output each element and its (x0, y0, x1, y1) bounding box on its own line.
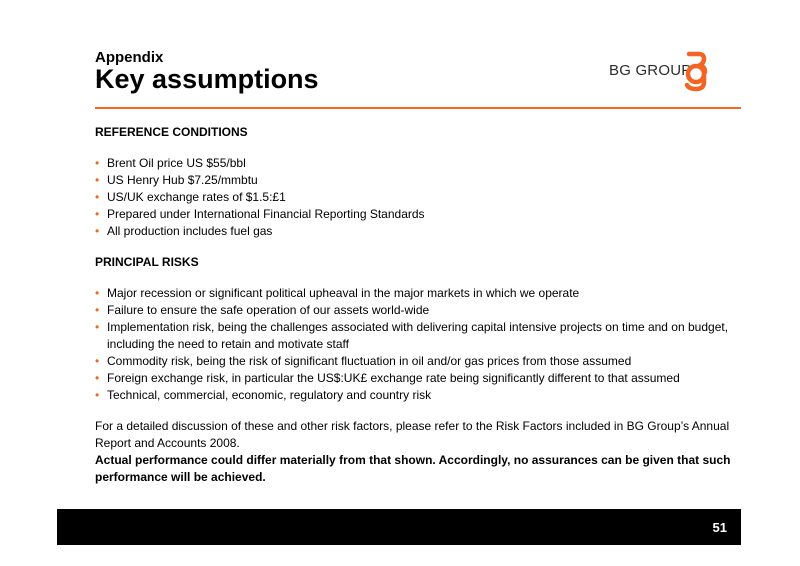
list-item-text: Technical, commercial, economic, regulatory and country risk (107, 388, 432, 402)
footer-bar (57, 509, 741, 545)
slide-title: Key assumptions (95, 64, 319, 94)
list-item (95, 223, 735, 240)
list-item (95, 155, 735, 172)
bullet-icon: • (95, 371, 100, 385)
risks-list (95, 285, 735, 404)
list-item-text: Foreign exchange risk, in particular the US$:UK£ exchange rate being significantly different to that assumed (107, 371, 680, 385)
list-item-text: Commodity risk, being the risk of significant fluctuation in oil and/or gas prices from those assumed (107, 354, 632, 368)
list-item (95, 387, 735, 404)
reference-list (95, 155, 735, 240)
list-item-text: All production includes fuel gas (107, 224, 273, 238)
list-item-text: Major recession or significant political upheaval in the major markets in which we operate (107, 286, 580, 300)
list-item (95, 285, 735, 302)
bullet-icon: • (95, 207, 100, 221)
header-divider (95, 107, 741, 109)
list-item (95, 172, 735, 189)
list-item-text: Implementation risk, being the challenges associated with delivering capital intensive projects on time and on budget, including the need to retain and motivate staff (107, 320, 729, 351)
bg-logo-mark-icon (681, 50, 711, 92)
performance-disclaimer: Actual performance could differ materially from that shown. Accordingly, no assurances can be given that such performance will be achieved. (95, 453, 731, 484)
list-item (95, 189, 735, 206)
bg-group-logo (609, 50, 719, 92)
list-item-text: Brent Oil price US $55/bbl (107, 156, 246, 170)
list-item (95, 206, 735, 223)
bullet-icon: • (95, 173, 100, 187)
bullet-icon: • (95, 303, 100, 317)
bullet-icon: • (95, 388, 100, 402)
list-item-text: Failure to ensure the safe operation of our assets world-wide (107, 303, 430, 317)
list-item (95, 302, 735, 319)
list-item-text: US Henry Hub $7.25/mmbtu (107, 173, 258, 187)
bullet-icon: • (95, 156, 100, 170)
list-item (95, 370, 735, 387)
list-item (95, 319, 735, 353)
reference-heading: REFERENCE CONDITIONS (95, 125, 248, 139)
logo-text: BG GROUP (609, 62, 692, 79)
list-item-text: Prepared under International Financial Reporting Standards (107, 207, 425, 221)
list-item-text: US/UK exchange rates of $1.5:£1 (107, 190, 286, 204)
page-number: 51 (712, 520, 727, 535)
bullet-icon: • (95, 286, 100, 300)
bullet-icon: • (95, 190, 100, 204)
slide-pre-title: Appendix (95, 49, 164, 66)
bullet-icon: • (95, 320, 100, 334)
slide-content (95, 124, 735, 486)
bullet-icon: • (95, 354, 100, 368)
risk-discussion-text: For a detailed discussion of these and other risk factors, please refer to the Risk Factors included in BG Group’s Annual Report and Accounts 2008. (95, 419, 730, 450)
bullet-icon: • (95, 224, 100, 238)
list-item (95, 353, 735, 370)
risks-heading: PRINCIPAL RISKS (95, 255, 199, 269)
